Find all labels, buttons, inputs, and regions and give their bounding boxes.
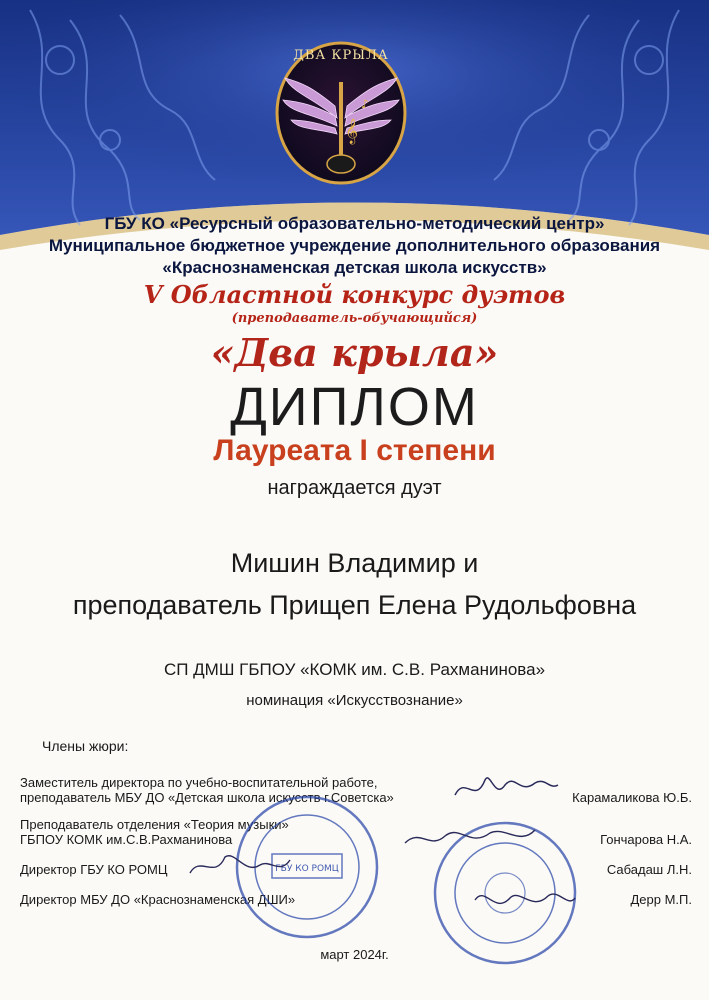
contest-logo [273,38,409,188]
contest-title: V Областной конкурс дуэтов [143,280,566,309]
jury-name: Гончарова Н.А. [600,832,692,847]
jury-position: Преподаватель отделения «Теория музыки» [20,817,289,832]
diploma-title: ДИПЛОМ [230,377,479,437]
jury-name: Карамаликова Ю.Б. [572,790,692,805]
svg-text:♪: ♪ [361,97,369,111]
recipient-line-1: Мишин Владимир и [230,548,479,578]
svg-text:𝄞: 𝄞 [345,119,359,144]
stamp-center-text: ГБУ КО РОМЦ [275,864,339,874]
jury-title: Члены жюри: [42,738,129,754]
jury-position: Директор МБУ ДО «Краснознаменская ДШИ» [20,892,296,907]
awarded-text: награждается дуэт [267,477,442,499]
jury-position: преподаватель МБУ ДО «Детская школа искусств г.Советска» [20,790,394,805]
organizer-line-1: ГБУ КО «Ресурсный образовательно-методический центр» [104,214,605,233]
school-name: СП ДМШ ГБПОУ «КОМК им. С.В. Рахманинова» [163,660,546,679]
organizer-line-2: Муниципальное бюджетное учреждение дополнительного образования [48,236,661,255]
organizer-line-3: «Краснознаменская детская школа искусств» [162,258,547,277]
signature-2 [400,818,540,862]
jury-position: Директор ГБУ КО РОМЦ [20,862,168,877]
contest-subtitle: (преподаватель-обучающийся) [231,311,478,326]
jury-position: ГБПОУ КОМК им.С.В.Рахманинова [20,832,233,847]
jury-name: Сабадаш Л.Н. [606,862,692,877]
diploma-degree: Лауреата I степени [213,434,496,467]
nomination: номинация «Искусствознание» [246,692,463,709]
contest-name: «Два крыла» [210,330,499,375]
signature-3 [185,845,295,889]
jury-name: Дерр М.П. [630,892,692,907]
issue-date: март 2024г. [320,947,389,962]
recipient-line-2: преподаватель Прищеп Елена Рудольфовна [72,590,637,620]
signature-1 [450,765,560,814]
jury-position: Заместитель директора по учебно-воспитательной работе, [20,775,378,790]
logo-title: ДВА КРЫЛА [293,48,389,63]
signature-4 [470,880,580,924]
